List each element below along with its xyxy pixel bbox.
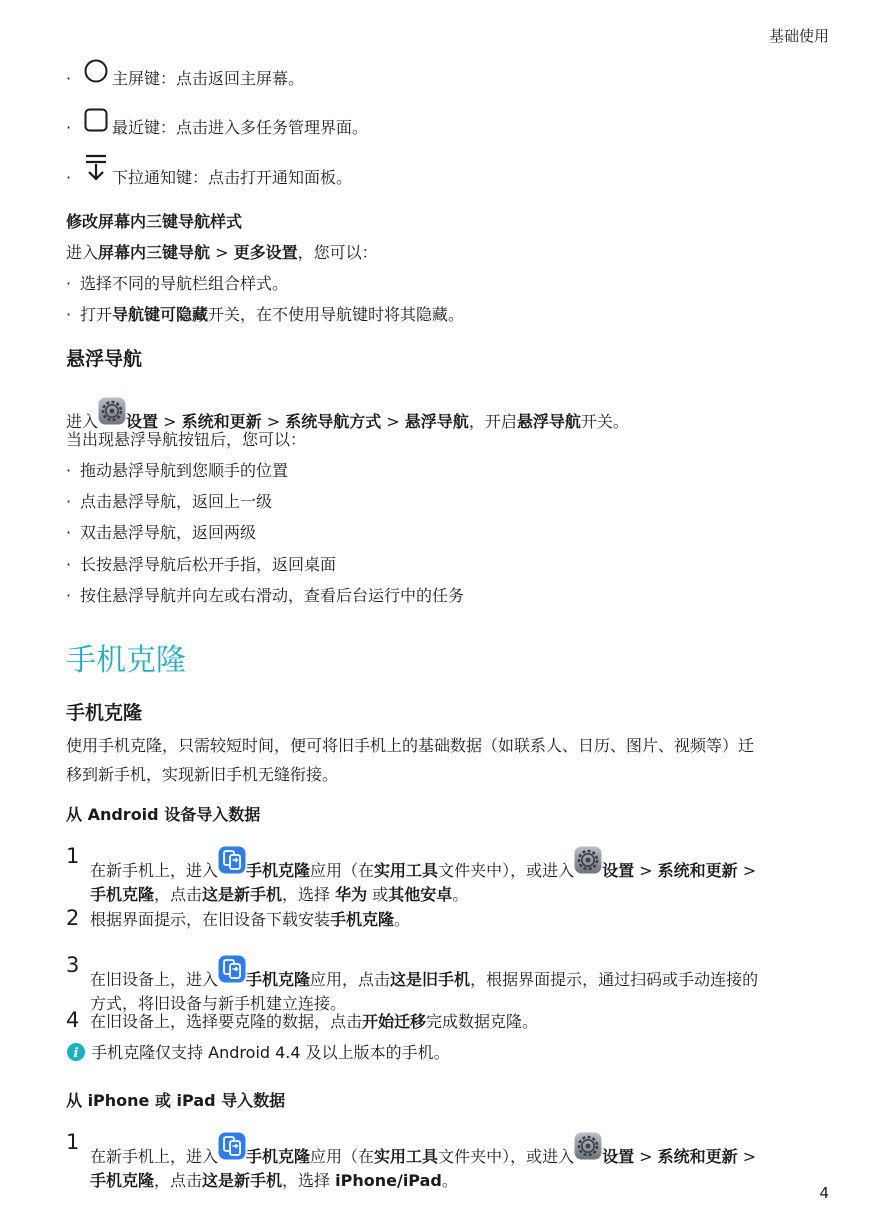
phone-clone-app-icon bbox=[218, 1132, 246, 1160]
nav-key-notification-text: 下拉通知键：点击打开通知面板。 bbox=[112, 168, 353, 187]
nav-key-notification: · 下拉通知键：点击打开通知面板。 bbox=[66, 167, 666, 191]
menu-path-three-key: 屏幕内三键导航 bbox=[98, 243, 211, 262]
info-icon bbox=[66, 1042, 86, 1062]
page-header-section: 基础使用 bbox=[768, 27, 829, 45]
android-step-4: 4 在旧设备上，选择要克隆的数据，点击开始迁移完成数据克隆。 bbox=[66, 1008, 539, 1032]
nav-key-recent-text: 最近键：点击进入多任务管理界面。 bbox=[112, 118, 369, 137]
iphone-import-heading: 从 iPhone 或 iPad 导入数据 bbox=[66, 1091, 286, 1110]
phone-clone-subheading: 手机克隆 bbox=[66, 702, 143, 724]
phone-clone-title: 手机克隆 bbox=[66, 643, 186, 678]
nav-key-recent: · 最近键：点击进入多任务管理界面。 bbox=[66, 117, 666, 141]
nav-key-home-text: 主屏键：点击返回主屏幕。 bbox=[112, 69, 305, 88]
settings-app-icon bbox=[98, 397, 126, 425]
floating-nav-heading: 悬浮导航 bbox=[66, 348, 143, 370]
android-step-3: 3 在旧设备上，进入 手机克隆应用，点击这是旧手机，根据界面提示，通过扫码或手动连接的 方式，将旧设备与新手机建立连接。 bbox=[66, 953, 759, 1013]
android-note: i 手机克隆仅支持 Android 4.4 及以上版本的手机。 bbox=[66, 1042, 450, 1064]
nav-key-home: · 主屏键：点击返回主屏幕。 bbox=[66, 68, 666, 92]
iphone-step-1: 1 在新手机上，进入 手机克隆应用（在实用工具文件夹中），或进入 设置 > 系统和更新 > 手机克隆，点击这是新手机，选择 iPhone/iPad。 bbox=[66, 1130, 757, 1190]
android-step-1: 1 在新手机上，进入 手机克隆应用（在实用工具文件夹中），或进入 设置 > 系统和更新 > 手机克隆，点击这是新手机，选择 华为 或其他安卓。 bbox=[66, 844, 757, 904]
svg-text:i: i bbox=[73, 1046, 79, 1061]
floating-nav-path: 进入 设置 > 系统和更新 > 系统导航方式 > 悬浮导航，开启悬浮导航开关。 bbox=[66, 397, 629, 433]
menu-path-more-settings: 更多设置 bbox=[233, 243, 298, 262]
phone-clone-app-icon bbox=[218, 846, 246, 874]
phone-clone-desc-2: 移到新手机，实现新旧手机无缝衔接。 bbox=[66, 765, 339, 784]
settings-app-icon bbox=[574, 1132, 602, 1160]
page-number: 4 bbox=[819, 1184, 829, 1202]
phone-clone-app-icon bbox=[218, 955, 246, 983]
android-step-2: 2 根据界面提示，在旧设备下载安装手机克隆。 bbox=[66, 906, 411, 930]
floating-nav-intro: 当出现悬浮导航按钮后，您可以： bbox=[66, 430, 307, 449]
home-circle-icon bbox=[83, 58, 109, 84]
phone-clone-desc-1: 使用手机克隆，只需较短时间，便可将旧手机上的基础数据（如联系人、日历、图片、视频等）迁 bbox=[66, 736, 755, 755]
settings-app-icon bbox=[574, 846, 602, 874]
three-key-style-heading: 修改屏幕内三键导航样式 bbox=[66, 212, 243, 231]
recent-square-icon bbox=[83, 107, 109, 133]
android-import-heading: 从 Android 设备导入数据 bbox=[66, 805, 261, 824]
three-key-style-intro: 进入屏幕内三键导航 > 更多设置，您可以： bbox=[66, 243, 378, 262]
notification-pull-icon bbox=[83, 153, 109, 183]
